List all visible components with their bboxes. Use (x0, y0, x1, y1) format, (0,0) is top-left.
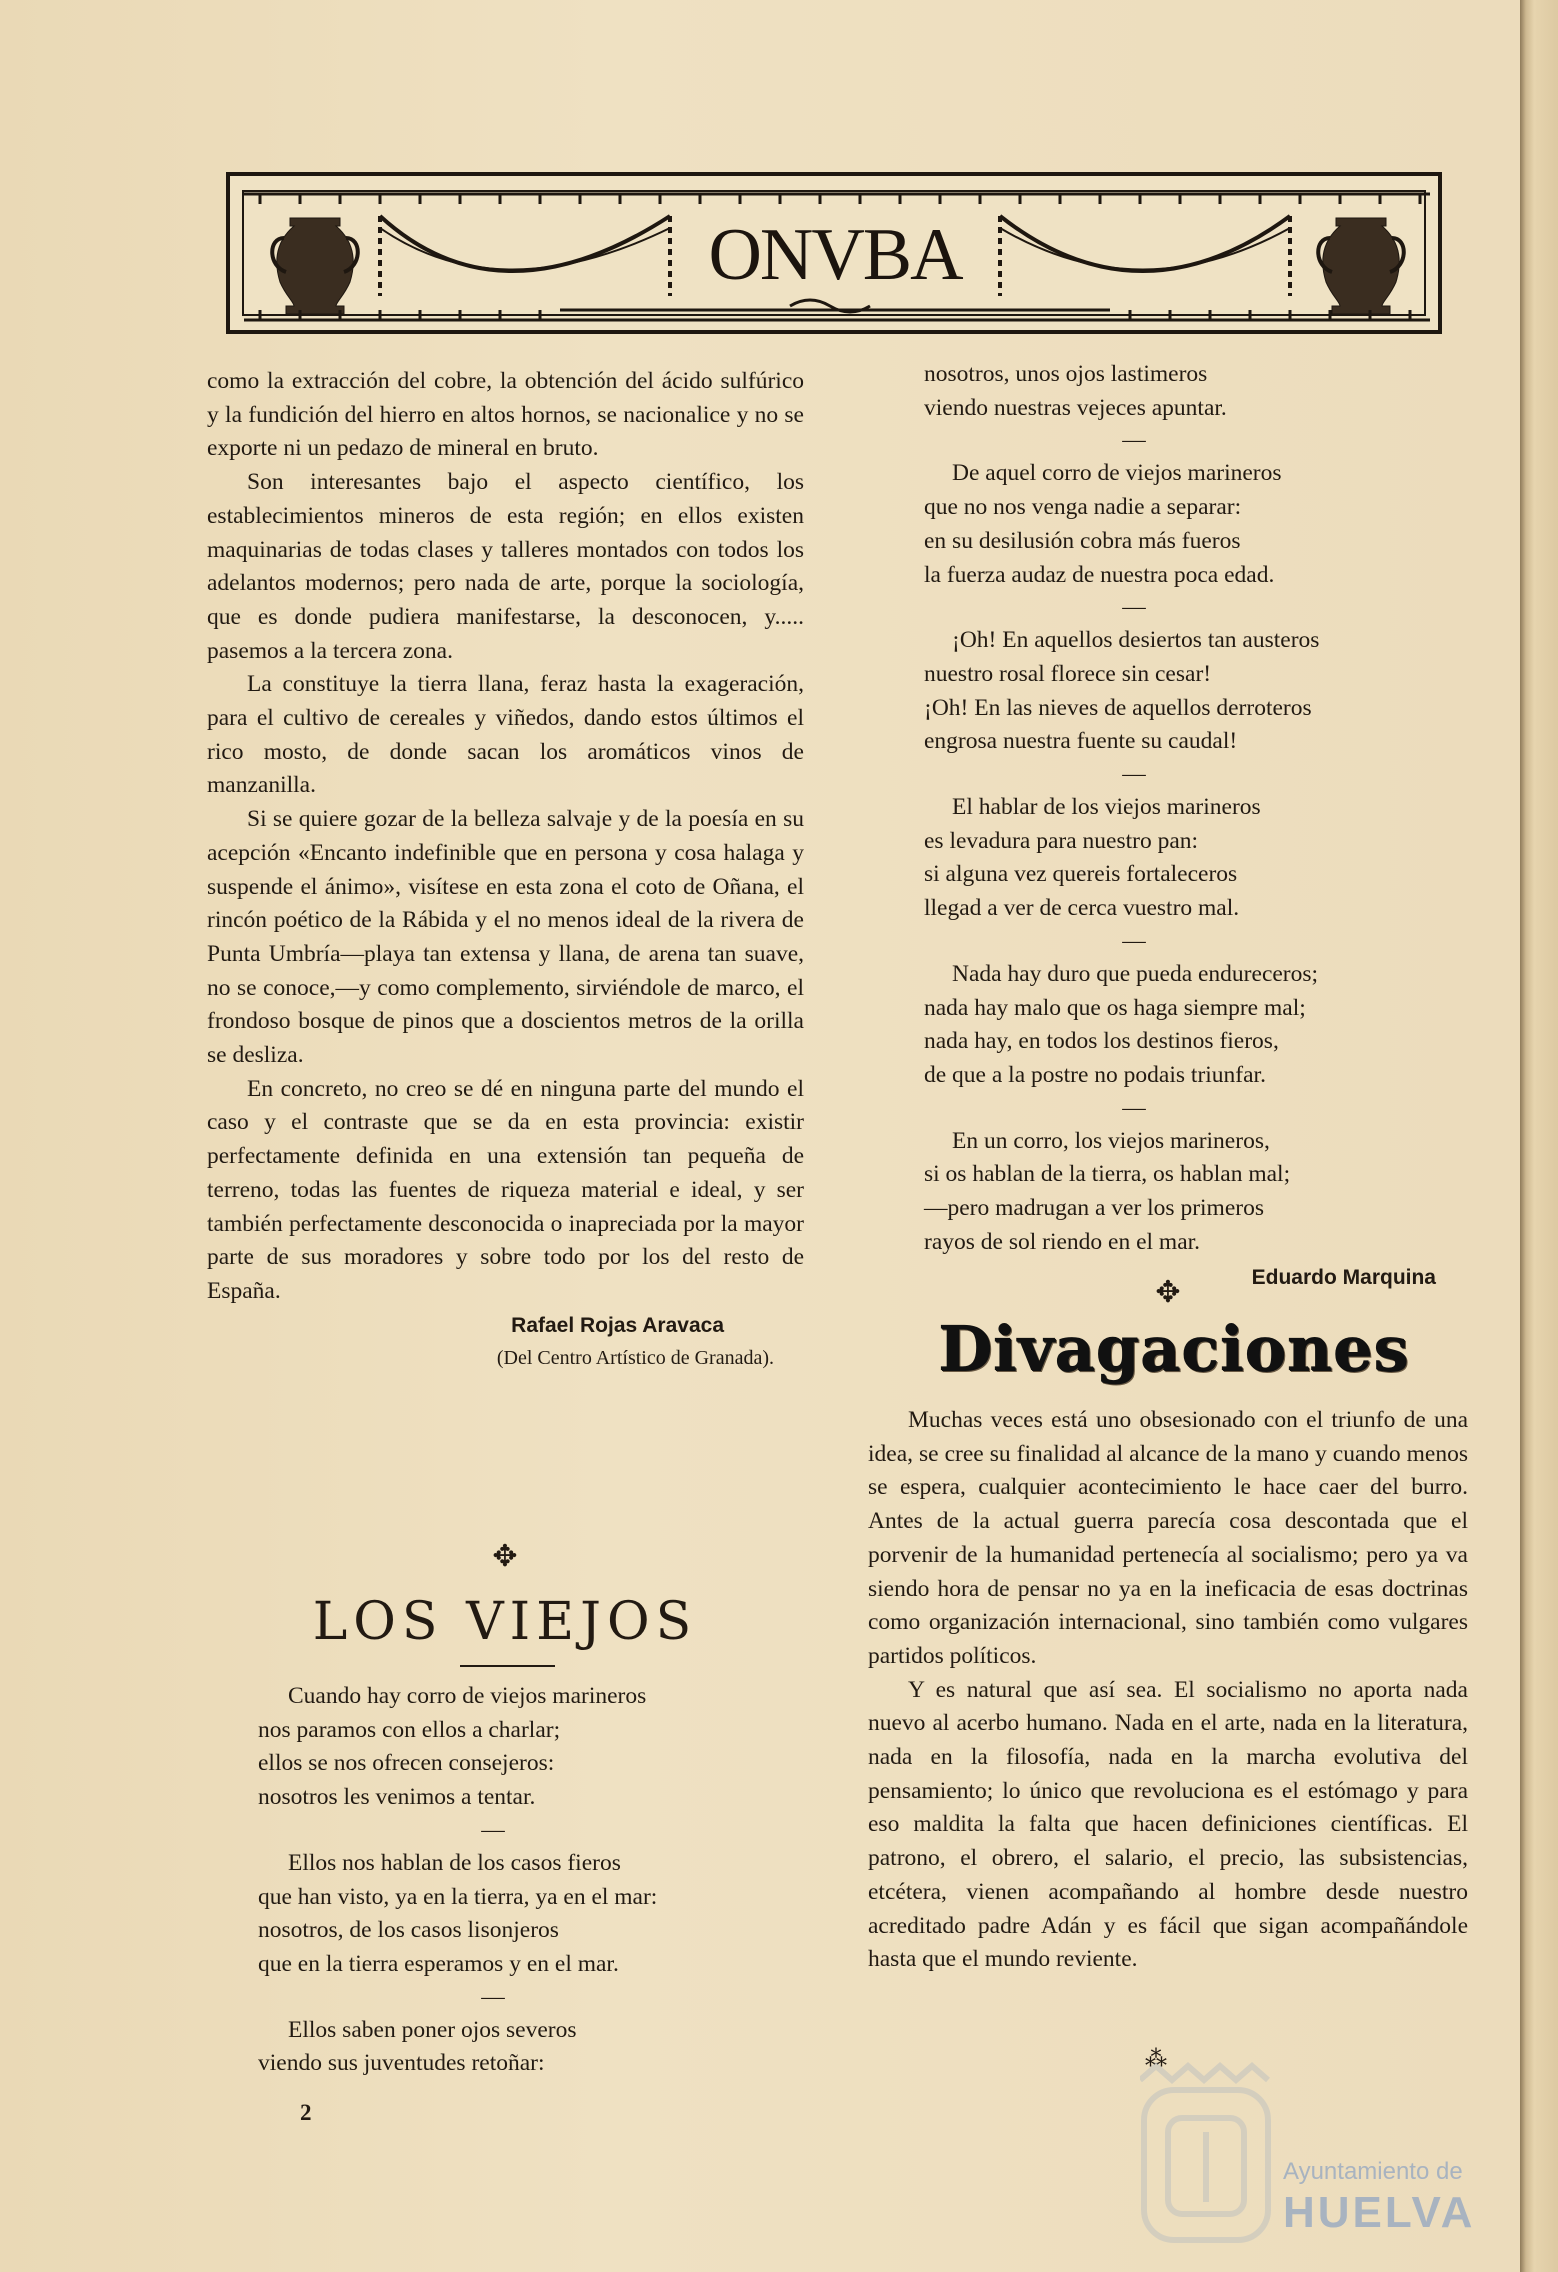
poem-line: rayos de sol riendo en el mar. (924, 1228, 1201, 1255)
poem-line: Cuando hay corro de viejos marineros (288, 1683, 647, 1709)
watermark-line-2: HUELVA (1283, 2188, 1476, 2237)
poem-stanza (924, 958, 1444, 1093)
article-author-note: (Del Centro Artístico de Granada). (496, 1347, 774, 1370)
title-underline (460, 1665, 555, 1667)
poem-line: nada hay, en todos los destinos fieros, (924, 1028, 1279, 1055)
poem-author: Eduardo Marquina (1251, 1266, 1436, 1290)
essay-title: Divagaciones (938, 1312, 1410, 1385)
stanza-separator: — (1122, 427, 1146, 454)
poem-line: si os hablan de la tierra, os hablan mal; (924, 1161, 1291, 1188)
stanza-separator: — (481, 1983, 505, 2010)
poem-title: LOS VIEJOS (312, 1592, 698, 1652)
stanza-separator: — (1122, 1094, 1146, 1121)
poem-line: nuestro rosal florece sin cesar! (924, 660, 1212, 687)
poem-line: ¡Oh! En aquellos desiertos tan austeros (952, 627, 1320, 654)
poem-stanza (924, 1125, 1444, 1260)
poem-stanza (258, 1680, 778, 1815)
article-paragraph: La constituye la tierra llana, feraz hasta la exageración, para el cultivo de cereales y viñedos, dando estos últimos el rico mosto, de donde sacan los aromáticos vinos de manzanilla. (207, 671, 804, 799)
page-number: 2 (300, 2100, 312, 2125)
ornament-icon: ✥ (1155, 1276, 1181, 1309)
essay-paragraph: Muchas veces está uno obsesionado con el triunfo de una idea, se cree su finalidad al alcance de la mano y cuando menos se espera, cualquier acontecimiento le hace caer del burro. Antes de la actual guerra parecía cosa descontada que el porvenir de la humanidad pertenecía al socialismo; pero ya va siendo hora de pensar no ya en la ineficacia de esas doctrinas como organización internacional, sino también como vulgares partidos políticos. (868, 1407, 1468, 1669)
essay-body (868, 1404, 1468, 1977)
poem-line: si alguna vez quereis fortaleceros (924, 861, 1238, 888)
poem-line: en su desilusión cobra más fueros (924, 527, 1241, 554)
poem-right-part (924, 358, 1444, 1295)
poem-stanza (258, 1847, 778, 1982)
poem-stanza (924, 358, 1444, 425)
poem-line: que han visto, ya en la tierra, ya en el mar: (258, 1883, 658, 1910)
left-article (207, 365, 804, 1376)
page-binding-edge (1520, 0, 1558, 2272)
poem-stanza (924, 791, 1444, 926)
poem-line: —pero madrugan a ver los primeros (924, 1195, 1264, 1222)
stanza-separator: — (481, 1816, 505, 1843)
poem-line: ellos se nos ofrecen consejeros: (258, 1750, 555, 1777)
poem-line: engrosa nuestra fuente su caudal! (924, 728, 1238, 755)
poem-stanza (924, 457, 1444, 592)
amphora-right-icon (1318, 218, 1404, 314)
poem-left-part (258, 1680, 778, 2081)
poem-line: llegad a ver de cerca vuestro mal. (924, 895, 1240, 922)
poem-line: ¡Oh! En las nieves de aquellos derroteros (924, 694, 1312, 721)
poem-line: de que a la postre no podais triunfar. (924, 1061, 1266, 1088)
poem-line: nada hay malo que os haga siempre mal; (924, 994, 1306, 1021)
article-paragraph: En concreto, no creo se dé en ninguna parte del mundo el caso y el contraste que se da en esta provincia: existir perfectamente definida en una extensión tan pequeña de terreno, todas las fuentes de riqueza material e ideal, y ser también perfectamente desconocida o inapreciada por la mayor parte de sus moradores y sobre todo por los del resto de España. (207, 1075, 804, 1304)
watermark-line-1: Ayuntamiento de (1283, 2158, 1463, 2185)
poem-line: nosotros les venimos a tentar. (258, 1784, 536, 1811)
masthead-title: ONVBA (708, 214, 962, 296)
poem-line: viendo nuestras vejeces apuntar. (924, 394, 1227, 421)
article-author: Rafael Rojas Aravaca (511, 1313, 724, 1337)
poem-line: De aquel corro de viejos marineros (952, 460, 1282, 487)
essay-paragraph: Y es natural que así sea. El socialismo no aporta nada nuevo al acerbo humano. Nada en el arte, nada en la literatura, nada en la filosofía, nada en la marcha evolutiva del pensamiento; lo único que revoluciona es el estómago y para eso maldita la falta que hacen definiciones científicas. El patrono, el obrero, el salario, el precio, las subsistencias, etcétera, vienen acompañando al hombre desde nuestro acreditado padre Adán y es fácil que sigan acompañándole hasta que el mundo reviente. (868, 1676, 1468, 1973)
poem-line: El hablar de los viejos marineros (952, 794, 1261, 821)
ornament-icon: ✥ (492, 1540, 518, 1573)
stanza-separator: — (1122, 761, 1146, 788)
poem-line: es levadura para nuestro pan: (924, 827, 1199, 854)
poem-line: Nada hay duro que pueda endureceros; (952, 960, 1319, 987)
amphora-left-icon (272, 218, 358, 314)
poem-line: nos paramos con ellos a charlar; (258, 1716, 561, 1743)
poem-line: que no nos venga nadie a separar: (924, 494, 1242, 521)
poem-line: nosotros, unos ojos lastimeros (924, 361, 1208, 387)
poem-stanza (258, 2014, 778, 2081)
article-paragraph: Son interesantes bajo el aspecto científico, los establecimientos mineros de esta región; en ellos existen maquinarias de todas clases y talleres montados con todos los adelantos modernos; pero nada de arte, porque la sociología, que es donde pudiera manifestarse, la desconocen, y..... pasemos a la tercera zona. (207, 469, 804, 664)
section-asterisks: ⁂ (1145, 2046, 1167, 2071)
stanza-separator: — (1122, 927, 1146, 954)
poem-line: Ellos nos hablan de los casos fieros (288, 1849, 621, 1876)
article-paragraph: como la extracción del cobre, la obtención del ácido sulfúrico y la fundición del hierro en altos hornos, se nacionalice y no se exporte ni un pedazo de mineral en bruto. (207, 368, 804, 462)
poem-line: viendo sus juventudes retoñar: (258, 2050, 545, 2077)
poem-line: nosotros, de los casos lisonjeros (258, 1917, 559, 1944)
poem-line: En un corro, los viejos marineros, (952, 1127, 1270, 1154)
article-paragraph: Si se quiere gozar de la belleza salvaje y de la poesía en su acepción «Encanto indefinible que en persona y cosa halaga y suspende el ánimo», visítese en esta zona el coto de Oñana, el rincón poético de la Rábida y el no menos ideal de la rivera de Punta Umbría—playa tan extensa y llana, de arena tan suave, no se conoce,—y como complemento, sirviéndole de marco, el frondoso bosque de pinos que a doscientos metros de la orilla se desliza. (207, 806, 804, 1069)
poem-line: la fuerza audaz de nuestra poca edad. (924, 561, 1275, 588)
poem-stanza (924, 624, 1444, 759)
poem-line: que en la tierra esperamos y en el mar. (258, 1950, 619, 1977)
poem-line: Ellos saben poner ojos severos (288, 2016, 577, 2043)
stanza-separator: — (1122, 594, 1146, 621)
